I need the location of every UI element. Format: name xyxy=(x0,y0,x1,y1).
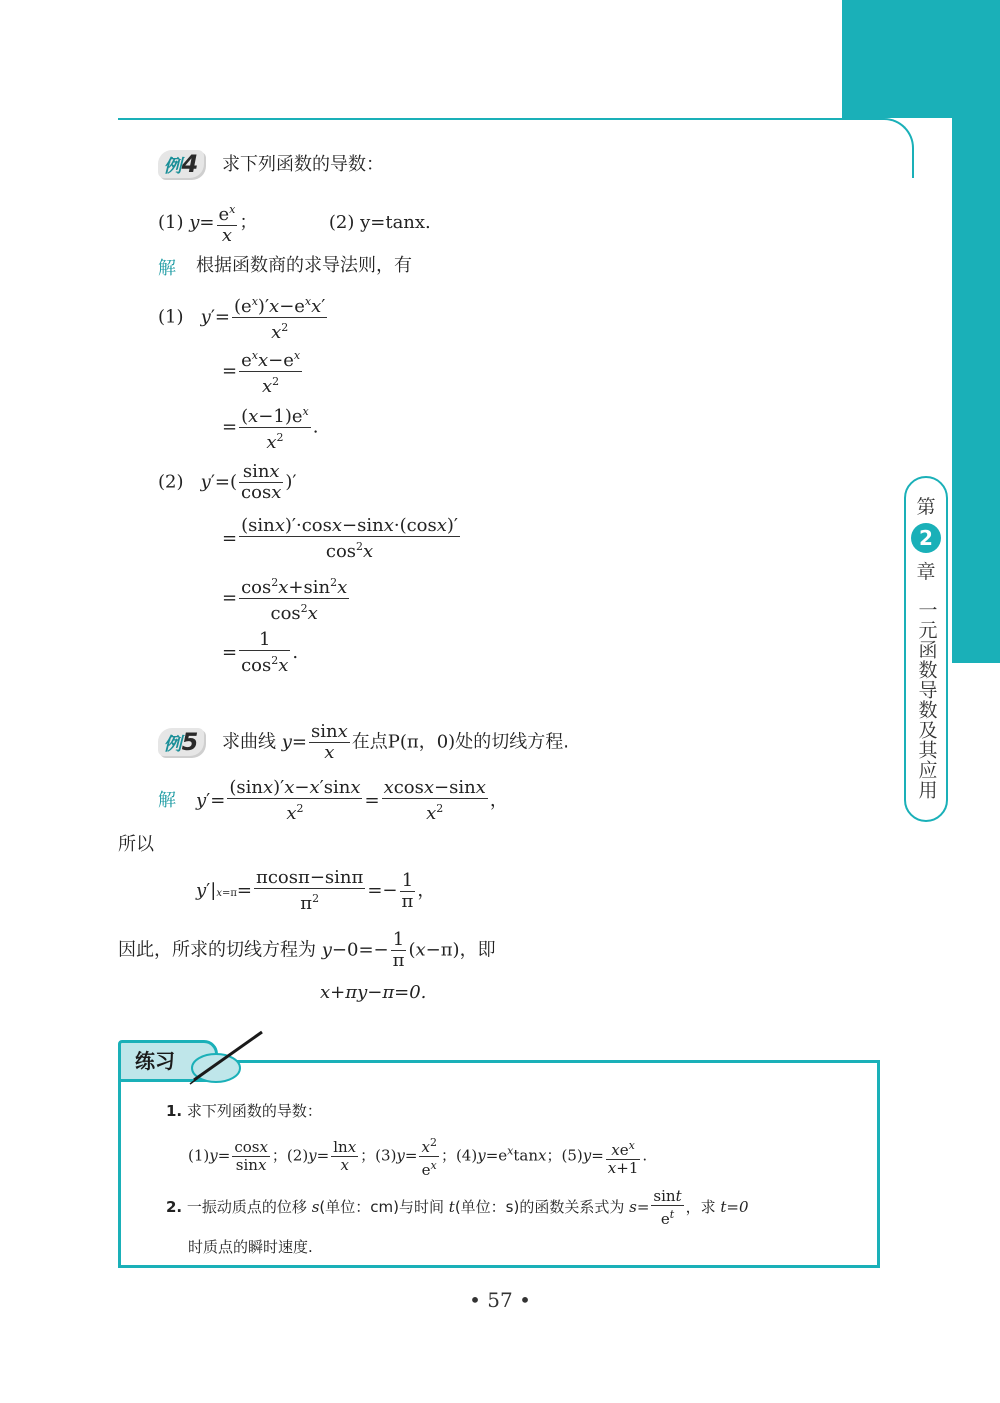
pen-icon xyxy=(186,1028,266,1088)
page-number: • 57 • xyxy=(469,1288,531,1312)
example-5-prompt-b: 在点 xyxy=(351,731,388,753)
side-color-strip xyxy=(952,118,1000,663)
example-5-prompt-c: 处的切线方程. xyxy=(455,731,569,753)
example-4-sol2-line1: (2) y′=( $\frac{\sin x}{\cos x}$ )′ xyxy=(158,461,297,503)
example-4-sol2-line3: = $\frac{\cos^2x+\sin^2x}{\cos^2x}$ xyxy=(222,573,351,624)
practice-q2-text-c: (单位：s)的函数关系式为 xyxy=(454,1198,625,1216)
example-5-badge xyxy=(158,728,204,756)
practice-q2-text-d: ，求 xyxy=(685,1198,716,1216)
example-4-badge-char: 例 xyxy=(163,156,182,177)
example-4-solution-intro: 根据函数商的求导法则，有 xyxy=(196,255,412,276)
practice-q2-text-b: (单位：cm)与时间 xyxy=(319,1198,444,1216)
example-4-badge xyxy=(158,150,204,178)
header-rule-corner xyxy=(862,118,914,178)
example-4-sol1-line2: = $\frac{e^xx-e^x}{x^2}$ xyxy=(222,346,304,397)
example-4-sol1-line1: (1) y′= $\frac{(e^x)'x-e^xx'}{x^2}$ xyxy=(158,292,329,343)
chapter-prefix: 第 xyxy=(916,496,936,518)
practice-q1-text: 求下列函数的导数： xyxy=(186,1102,322,1120)
practice-q1 xyxy=(166,1100,322,1122)
example-5-conclusion-a: 因此，所求的切线方程为 xyxy=(118,939,316,961)
practice-q2-num: 2. xyxy=(166,1198,183,1216)
example-5-value-at-pi: y′|x=π= $\frac{\pi\cos\pi-\sin\pi}{\pi^2}$ =− $\frac{1}{\pi}$ ， xyxy=(196,867,436,914)
example-5-badge-char: 例 xyxy=(163,734,182,755)
example-5-solution-label: 解 xyxy=(158,790,176,811)
example-4-solution-label: 解 xyxy=(158,258,176,279)
chapter-number: 2 xyxy=(911,523,941,553)
example-5-prompt-a: 求曲线 xyxy=(222,731,276,753)
example-5-derivative: y′= $\frac{(\sin x)'x-x'\sin x}{x^2}$ = $\frac{xcosx-\sin x}{x^2}$ ， xyxy=(196,777,508,824)
chapter-suffix: 章 xyxy=(916,561,936,583)
practice-q2-text-f: 时质点的瞬时速度. xyxy=(188,1238,313,1256)
practice-q1-num: 1. xyxy=(166,1102,183,1120)
example-5-conclusion: 因此，所求的切线方程为 y−0=− $\frac{1}{\pi}$ (x−π)，即 xyxy=(118,929,496,971)
example-4-sol2-line2: = $\frac{(\sin x)'\cdot\cos x-\sin x\cdot(\cos x)'}{\cos^2x}$ xyxy=(222,515,459,562)
example-4-parts: (1) y= $\frac{e^x}{x}$ ； (2) y=tanx. xyxy=(158,200,431,246)
chapter-tab xyxy=(904,476,948,822)
example-5-final-equation: x+πy−π=0. xyxy=(320,982,427,1003)
practice-q2-text-a: 一振动质点的位移 xyxy=(186,1198,307,1216)
chapter-title: 一元函数导数及其应用 xyxy=(915,600,938,800)
example-5-therefore: 所以 xyxy=(118,834,154,855)
example-5-badge-num: 5 xyxy=(181,728,199,756)
example-4-badge-num: 4 xyxy=(181,150,199,178)
example-4-part2-expr: y=tanx. xyxy=(360,212,431,233)
example-5-conclusion-b: ，即 xyxy=(459,939,496,961)
example-5-prompt: 求曲线 y= $\frac{\sin x}{x}$ 在点P(π，0)处的切线方程. xyxy=(222,721,569,763)
example-4-sol2-line4: = $\frac{1}{\cos^2x}$ . xyxy=(222,629,299,676)
practice-q1-parts: (1)y= $\frac{\cos x}{\sin x}$ ；(2)y= $\frac{\ln x}{x}$ ；(3)y= $\frac{x^2}{e^x}$ ；$(4)y=e^x\tan x$；(5)y= $\frac{xe^x}{x+1}$ . xyxy=(188,1136,648,1179)
practice-title: 练习 xyxy=(118,1040,218,1082)
example-4-sol1-line3: = $\frac{(x-1)e^x}{x^2}$ . xyxy=(222,402,318,453)
example-4-prompt: 求下列函数的导数： xyxy=(222,154,384,175)
example-4-part2-label: (2) xyxy=(328,212,355,233)
practice-q2: 2. 一振动质点的位移 s(单位：cm)与时间 t(单位：s)的函数关系式为 s= $\frac{\sin t}{e^t}$ ，求 t=0 xyxy=(166,1187,749,1228)
example-4-part1-label: (1) xyxy=(158,212,184,233)
practice-q2-text-e: t=0 xyxy=(720,1198,749,1216)
header-color-block xyxy=(842,0,1000,118)
example-5-point: P(π，0) xyxy=(387,731,456,753)
header-rule xyxy=(118,118,878,120)
